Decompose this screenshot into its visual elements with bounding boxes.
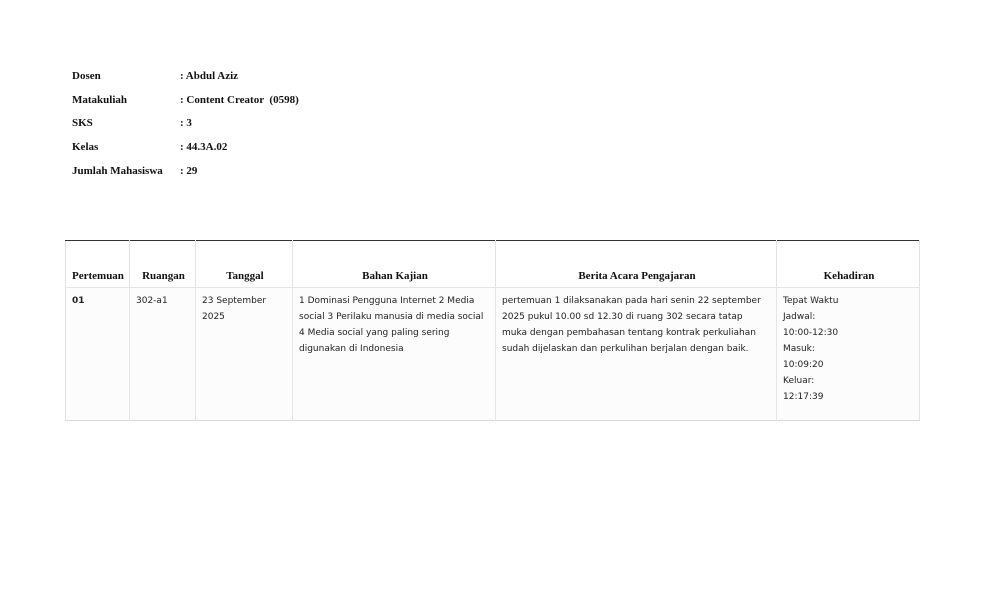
info-value: : 3 [180,117,192,130]
info-label: Dosen [72,70,101,82]
attendance-status: Tepat Waktu [783,296,839,306]
info-row-matakuliah [72,94,299,118]
cell-bahan-kajian: 1 Dominasi Pengguna Internet 2 Media social 3 Perilaku manusia di media social 4 Media social yang paling sering digunakan di Indonesia [293,288,496,421]
info-label: Matakuliah [72,93,128,106]
cell-tanggal: 23 September 2025 [196,288,293,421]
table-row [66,288,920,421]
cell-pertemuan: 01 [66,288,130,421]
cell-berita-acara: pertemuan 1 dilaksanakan pada hari senin 22 september 2025 pukul 10.00 sd 12.30 di ruang 302 secara tatap muka dengan pembahasan tentang kontrak perkuliahan sudah dijelaskan dan perkulihan berjalan dengan baik. [496,288,777,421]
check-out-value: 12:17:39 [783,392,824,402]
check-in-value: 10:09:20 [783,360,824,370]
info-label: Kelas [72,141,99,154]
column-header-kehadiran: Kehadiran [777,241,920,288]
info-value: : Content Creator (0598) [180,93,299,106]
column-header-bahan-kajian: Bahan Kajian [293,241,496,288]
teaching-report-table [65,240,920,421]
column-header-berita-acara: Berita Acara Pengajaran [496,241,777,288]
info-value: : Abdul Aziz [180,70,239,82]
cell-ruangan: 302-a1 [130,288,196,421]
info-row-jumlah-mahasiswa [72,165,299,189]
column-header-tanggal: Tanggal [196,241,293,288]
cell-kehadiran [777,288,920,421]
info-row-kelas [72,141,299,165]
info-value: : 29 [180,164,198,177]
column-header-pertemuan: Pertemuan [66,241,130,288]
check-in-label: Masuk: [783,344,815,354]
table-header-row [66,241,920,288]
schedule-label: Jadwal: [783,312,816,322]
info-row-sks [72,117,299,141]
column-header-ruangan: Ruangan [130,241,196,288]
info-row-dosen [72,70,299,94]
info-label: SKS [72,117,93,130]
info-label: Jumlah Mahasiswa [72,164,163,177]
info-value: : 44.3A.02 [180,141,228,154]
schedule-value: 10:00-12:30 [783,328,839,338]
course-info [72,70,299,188]
check-out-label: Keluar: [783,376,815,386]
